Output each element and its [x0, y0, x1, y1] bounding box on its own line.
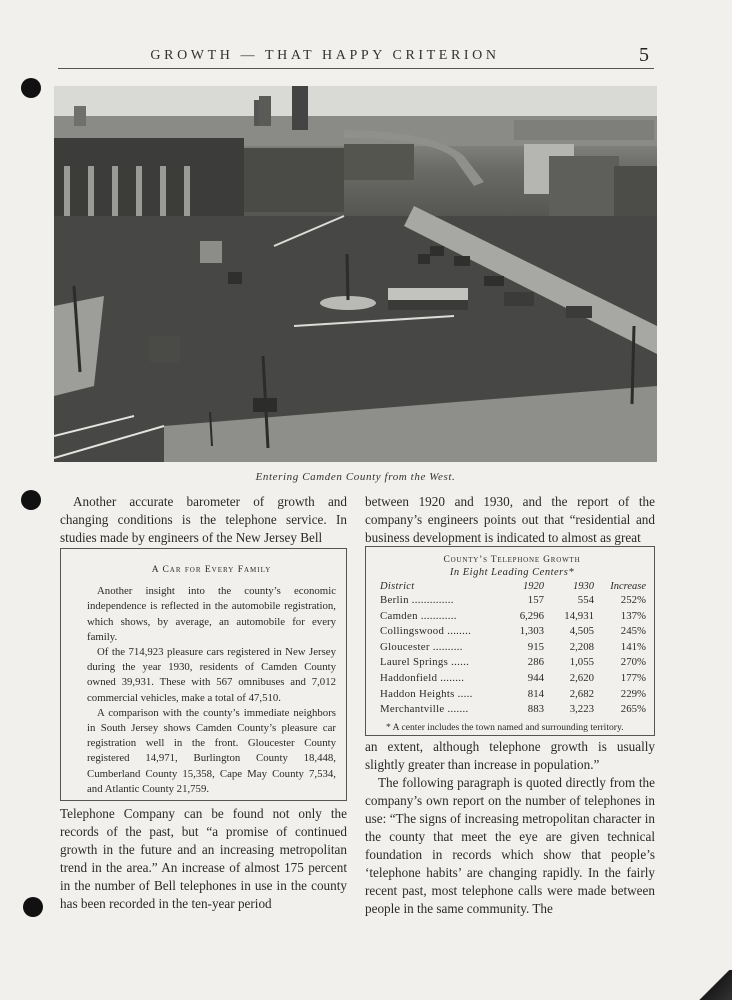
paragraph: Telephone Company can be found not only the records of the past, but “a promise of continued growth in the future and an increasing metropolitan trend in the area.” An increase of almost 175 percent in the number of Bell telephones in use in the county has been recorded in the ten-year period	[60, 806, 347, 911]
cell-increase: 265%	[620, 703, 646, 716]
sidebar-paragraph-1: Another insight into the county’s economic independence is reflected in the automobile registration, which shows, by average, an automobile for every family.	[87, 585, 336, 643]
table-subtitle: In Eight Leading Centers*	[449, 567, 575, 578]
sidebar-paragraph-2: Of the 714,923 pleasure cars registered in New Jersey during the year 1930, residents of Camden County owned 39,931. These with 567 omnibuses and 7,012 commercial vehicles, make a total of 47,510.	[87, 646, 336, 704]
header-rule	[58, 68, 654, 69]
cell-district: Berlin ..............	[380, 594, 454, 606]
cell-1920: 1,303	[519, 625, 544, 638]
cell-district: Laurel Springs ......	[380, 656, 470, 669]
column-header-1920: 1920	[523, 581, 544, 592]
punch-hole-middle	[21, 490, 41, 510]
column-header-increase: Increase	[610, 581, 646, 592]
telephone-growth-table-box	[365, 546, 655, 736]
cell-1920: 157	[527, 594, 544, 606]
paragraph: The following paragraph is quoted directly from the company’s own report on the number of telephones in use: “The signs of increasing metropolitan character in the county that meet the eye are given technical foundation in records which show that people’s ‘telephone habits’ are changing rapidly. In the fairly recent past, most telephone calls were made between people in the same community. The	[365, 775, 655, 916]
cell-district: Collingswood ........	[380, 625, 472, 638]
cell-1930: 2,682	[569, 687, 594, 700]
cell-1930: 2,620	[569, 671, 594, 684]
table-footnote: * A center includes the town named and surrounding territory.	[386, 721, 624, 733]
cell-increase: 245%	[620, 625, 646, 638]
table-row	[380, 609, 646, 625]
sidebar-paragraph-3: A comparison with the county’s immediate neighbors in South Jersey shows Camden County’s pleasure car registration well in the front. Gloucester County registered 14,971, Burlington County 18,448, Cumberland County 15,358, Cape May County 7,534, and Atlantic County 21,759.	[87, 706, 336, 795]
table-header-row	[380, 580, 646, 593]
folded-page-corner	[698, 970, 732, 1000]
cell-1930: 4,505	[569, 625, 594, 638]
cell-1930: 554	[577, 594, 594, 606]
table-row	[380, 702, 646, 718]
cell-district: Gloucester ..........	[380, 640, 463, 653]
cell-increase: 229%	[620, 687, 646, 700]
running-header-title: GROWTH — THAT HAPPY CRITERION	[150, 48, 500, 63]
table-row	[380, 624, 646, 640]
photo-caption: Entering Camden County from the West.	[255, 471, 456, 483]
cell-district: Camden ............	[380, 609, 457, 622]
cell-1920: 286	[527, 656, 544, 669]
cell-increase: 252%	[620, 594, 646, 606]
paragraph: Another accurate barometer of growth and changing conditions is the telephone service. In studies made by engineers of the New Jersey Bell	[60, 494, 347, 545]
column-header-1930: 1930	[573, 581, 594, 592]
punch-hole-bottom	[23, 897, 43, 917]
cell-1930: 1,055	[569, 656, 594, 669]
cell-district: Haddon Heights .....	[380, 687, 473, 700]
table-row	[380, 687, 646, 703]
body-text-right-bottom	[365, 738, 655, 918]
table-row	[380, 671, 646, 687]
cell-1920: 944	[527, 671, 544, 684]
cell-1920: 814	[527, 687, 544, 700]
cell-increase: 141%	[620, 640, 646, 653]
table-row	[380, 593, 646, 609]
punch-hole-top	[21, 78, 41, 98]
photograph-traffic-plaza	[54, 86, 657, 462]
body-text-right-top	[365, 493, 655, 547]
cell-1920: 6,296	[519, 609, 544, 622]
paragraph: an extent, although telephone growth is usually slightly greater than increase in population.”	[365, 739, 655, 772]
body-text-left-top	[60, 493, 347, 547]
cell-1920: 915	[527, 640, 544, 653]
cell-increase: 137%	[620, 609, 646, 622]
cell-1930: 14,931	[564, 609, 594, 622]
table-row	[380, 640, 646, 656]
paragraph: between 1920 and 1930, and the report of the company’s engineers points out that “residential and business development is indicated to almost as great	[365, 494, 655, 545]
sidebar-box-car-registration	[60, 548, 347, 801]
column-header-district: District	[380, 581, 415, 592]
cell-1930: 3,223	[569, 703, 594, 716]
cell-increase: 270%	[620, 656, 646, 669]
cell-increase: 177%	[620, 671, 646, 684]
sidebar-box-title: A Car for Every Family	[151, 565, 272, 575]
cell-district: Merchantville .......	[380, 703, 469, 716]
body-text-left-bottom	[60, 805, 347, 913]
cell-1920: 883	[527, 703, 544, 716]
cell-district: Haddonfield ........	[380, 671, 465, 684]
table-title: County’s Telephone Growth	[443, 555, 581, 565]
cell-1930: 2,208	[569, 640, 594, 653]
table-row	[380, 655, 646, 671]
telephone-growth-table	[380, 580, 646, 718]
page-number: 5	[639, 44, 649, 66]
